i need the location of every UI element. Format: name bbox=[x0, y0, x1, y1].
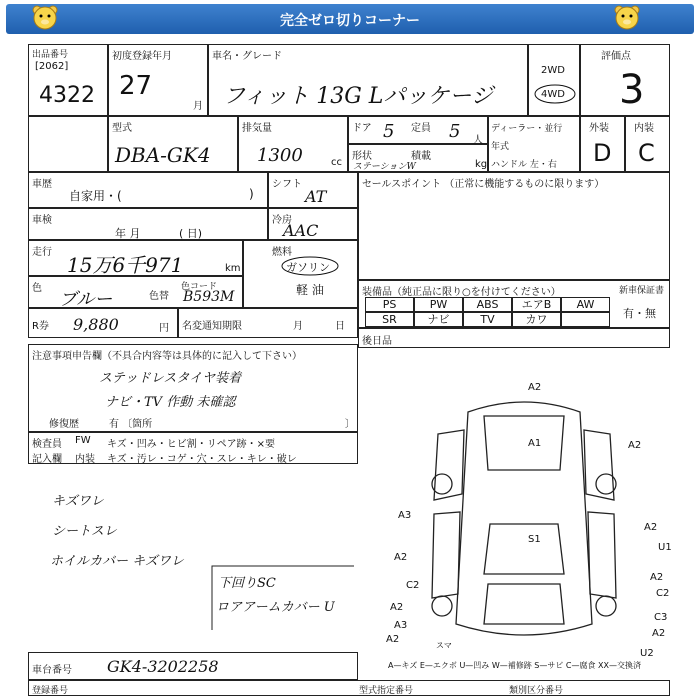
repair-value: 有 〔箇所 bbox=[109, 419, 153, 430]
cap-label: 定員 bbox=[411, 123, 431, 134]
drive-4wd: 4WD bbox=[541, 89, 565, 100]
notes-box bbox=[28, 344, 358, 432]
sales-point-label: セールスポイント （正常に機能するものに限ります） bbox=[362, 179, 605, 190]
ext-grade: D bbox=[593, 139, 612, 167]
use-value: 自家用・( bbox=[69, 189, 122, 203]
hand-note-3: ホイルカバー キズワレ bbox=[50, 554, 184, 569]
damage-mark: U1 bbox=[658, 542, 672, 553]
right-front-panel bbox=[584, 430, 614, 500]
cap-value: 5 bbox=[449, 121, 461, 142]
r-label: R券 bbox=[32, 321, 49, 332]
disp-label: 排気量 bbox=[242, 123, 272, 134]
hand-note-5: ロアアームカバー U bbox=[216, 600, 335, 615]
ext-label: 外装 bbox=[589, 123, 609, 134]
fuel-gasoline: ガソリン bbox=[286, 261, 330, 274]
type-label: 型式 bbox=[112, 123, 132, 134]
use-box bbox=[28, 172, 268, 208]
chassis-label: 車台番号 bbox=[32, 665, 72, 676]
notes-label: 注意事項申告欄（不具合内容等は具体的に記入して下さい） bbox=[32, 351, 302, 362]
inspector-box bbox=[28, 432, 358, 464]
equipment-item: SR bbox=[365, 312, 414, 327]
after-label: 後日品 bbox=[362, 336, 392, 347]
body-label: 形状 bbox=[352, 151, 372, 162]
warranty-value: 有・無 bbox=[623, 307, 656, 320]
person-unit: 人 bbox=[473, 135, 483, 146]
ext-box bbox=[580, 116, 625, 172]
year-label: 年式 bbox=[491, 142, 510, 152]
lot-number: 4322 bbox=[39, 83, 95, 108]
fuel-diesel: 軽 油 bbox=[296, 283, 324, 297]
equipment-box bbox=[358, 280, 670, 328]
ac-box bbox=[268, 208, 358, 240]
mileage-box bbox=[28, 240, 243, 276]
dealer-label: ディーラー・並行 bbox=[491, 124, 563, 134]
drive-box bbox=[528, 44, 580, 116]
shift-label: シフト bbox=[272, 179, 302, 190]
diagram-label: スマ bbox=[436, 641, 452, 650]
damage-mark: A2 bbox=[650, 572, 664, 583]
notes-line-1: ステッドレスタイヤ装着 bbox=[99, 371, 242, 386]
handle-label: ハンドル 左・右 bbox=[491, 160, 557, 170]
hood-outline bbox=[484, 416, 564, 470]
car-body-outline bbox=[456, 402, 592, 635]
diagram-legend: A—キズ E—エクボ U—凹み W—補修跡 S—サビ C—腐食 XX—交換済 bbox=[388, 661, 642, 670]
color-code: B593M bbox=[183, 289, 235, 305]
r-value: 9,880 bbox=[73, 315, 119, 334]
class-no-label: 類別区分番号 bbox=[509, 686, 564, 696]
hand-note-2: シートスレ bbox=[52, 524, 117, 539]
damage-mark: A2 bbox=[386, 634, 400, 645]
damage-mark: A3 bbox=[398, 510, 412, 521]
inspector-label: 検査員 bbox=[32, 439, 62, 450]
damage-mark: C2 bbox=[406, 580, 420, 591]
day-label: 日 bbox=[335, 321, 345, 332]
trunk-outline bbox=[484, 584, 564, 624]
equipment-item: ナビ bbox=[414, 312, 463, 327]
type-spec-label: 型式指定番号 bbox=[359, 686, 414, 696]
damage-mark: A2 bbox=[652, 628, 666, 639]
inspect-box bbox=[28, 208, 268, 240]
left-front-panel bbox=[434, 430, 464, 500]
hand-note-4: 下回りSC bbox=[218, 576, 276, 591]
paint-label: 色替 bbox=[149, 291, 169, 302]
color-code-label: 色コード bbox=[181, 282, 218, 292]
type-value: DBA-GK4 bbox=[115, 143, 211, 167]
wheel-rear-right bbox=[596, 596, 616, 616]
fuel-label: 燃料 bbox=[272, 247, 292, 258]
equipment-item: ABS bbox=[463, 297, 512, 312]
damage-mark: A2 bbox=[394, 552, 408, 563]
venue-label: 出品番号 bbox=[32, 50, 69, 60]
damage-mark: A1 bbox=[528, 438, 542, 449]
color-label: 色 bbox=[32, 283, 42, 294]
damage-mark: A2 bbox=[644, 522, 658, 533]
damage-mark: A3 bbox=[394, 620, 408, 631]
damage-mark: C2 bbox=[656, 588, 670, 599]
blank-box bbox=[28, 116, 108, 172]
chassis-box bbox=[28, 652, 358, 680]
doors-value: 5 bbox=[383, 121, 395, 142]
use-end: ) bbox=[249, 187, 254, 201]
month-label: 月 bbox=[293, 321, 303, 332]
body-box bbox=[348, 144, 488, 172]
equipment-item: エアB bbox=[512, 297, 561, 312]
notes-line-2: ナビ・TV 作動 未確認 bbox=[105, 395, 236, 410]
km-unit: km bbox=[225, 263, 241, 274]
name-change-label: 名変通知期限 bbox=[182, 321, 242, 332]
mileage-label: 走行 bbox=[32, 247, 52, 258]
month-unit: 月 bbox=[193, 101, 203, 112]
equipment-item bbox=[561, 312, 610, 327]
damage-mark: A2 bbox=[528, 382, 542, 393]
fw-label: FW bbox=[75, 435, 91, 446]
fw-text: キズ・凹み・ヒビ割・リペア跡・×要 bbox=[107, 439, 275, 450]
banner bbox=[6, 4, 694, 34]
int-box bbox=[625, 116, 670, 172]
kg-unit: kg bbox=[475, 159, 488, 170]
first-reg-box bbox=[108, 44, 208, 116]
use-label: 車歴 bbox=[32, 179, 52, 190]
score-box bbox=[580, 44, 670, 116]
score: 3 bbox=[619, 67, 645, 113]
first-reg-label: 初度登録年月 bbox=[112, 51, 172, 62]
model-grade: フィット 13G Lパッケージ bbox=[223, 84, 493, 109]
damage-mark: C3 bbox=[654, 612, 668, 623]
load-label: 積載 bbox=[411, 151, 431, 162]
frame-box bbox=[208, 564, 358, 634]
repair-end: 〕 bbox=[345, 419, 355, 430]
footer-box bbox=[28, 680, 670, 696]
roof-outline bbox=[484, 524, 564, 574]
name-change-box bbox=[178, 308, 358, 338]
inspect-value: 年 月 bbox=[115, 227, 141, 240]
equipment-grid bbox=[365, 297, 609, 327]
damage-mark: S1 bbox=[528, 534, 541, 545]
model-grade-label: 車名・グレード bbox=[212, 51, 282, 62]
body-value: ステーションW bbox=[353, 162, 416, 172]
equipment-item: PW bbox=[414, 297, 463, 312]
equipment-label: 装備品（純正品に限り○を付けてください） bbox=[362, 287, 561, 298]
damage-mark: U2 bbox=[640, 648, 654, 659]
doors-box bbox=[348, 116, 488, 144]
repair-label: 修復歴 bbox=[49, 419, 79, 430]
sales-point-box bbox=[358, 172, 670, 280]
equipment-item: AW bbox=[561, 297, 610, 312]
naiso-label: 内装 bbox=[75, 454, 95, 465]
mileage-value: 15万6千971 bbox=[67, 253, 184, 277]
yen-unit: 円 bbox=[159, 323, 169, 334]
auction-sheet bbox=[28, 44, 670, 696]
right-rear-panel bbox=[588, 512, 616, 598]
hand-note-1: キズワレ bbox=[52, 494, 104, 509]
shift-box bbox=[268, 172, 358, 208]
ac-value: AAC bbox=[283, 221, 319, 240]
color-box bbox=[28, 276, 243, 308]
inspect-label: 車検 bbox=[32, 215, 52, 226]
bear-mascot-icon bbox=[612, 4, 642, 30]
equipment-item: TV bbox=[463, 312, 512, 327]
lot-box bbox=[28, 44, 108, 116]
circle-mark bbox=[280, 255, 340, 277]
banner-title: 完全ゼロ切りコーナー bbox=[280, 13, 420, 29]
disp-box bbox=[238, 116, 348, 172]
inspect-paren: ( 日) bbox=[179, 227, 203, 240]
cc-unit: cc bbox=[331, 157, 342, 168]
circle-mark bbox=[533, 83, 577, 105]
type-box bbox=[108, 116, 238, 172]
equipment-item: PS bbox=[365, 297, 414, 312]
warranty-label: 新車保証書 bbox=[619, 286, 665, 296]
left-rear-panel bbox=[432, 512, 460, 598]
int-label: 内装 bbox=[634, 123, 654, 134]
damage-mark: A2 bbox=[628, 440, 642, 451]
shift-value: AT bbox=[305, 187, 327, 206]
model-box bbox=[208, 44, 528, 116]
color-value: ブルー bbox=[59, 289, 113, 310]
first-reg-year: 27 bbox=[119, 71, 153, 101]
int-grade: C bbox=[638, 139, 655, 167]
ac-label: 冷房 bbox=[272, 215, 292, 226]
chassis-number: GK4-3202258 bbox=[107, 657, 219, 676]
lot-code: [2062] bbox=[35, 61, 69, 72]
r-ticket-box bbox=[28, 308, 178, 338]
disp-value: 1300 bbox=[257, 145, 303, 166]
dealer-box bbox=[488, 116, 580, 172]
bear-mascot-icon bbox=[30, 4, 60, 30]
car-damage-diagram bbox=[378, 374, 670, 664]
doors-label: ドア bbox=[352, 123, 372, 134]
reg-label: 登録番号 bbox=[32, 686, 69, 696]
damage-marks bbox=[386, 382, 672, 659]
entry-label: 記入欄 bbox=[32, 454, 62, 465]
after-box bbox=[358, 328, 670, 348]
fuel-box bbox=[243, 240, 358, 308]
equipment-item: カワ bbox=[512, 312, 561, 327]
wheel-rear-left bbox=[432, 596, 452, 616]
drive-2wd: 2WD bbox=[541, 65, 565, 76]
score-label: 評価点 bbox=[601, 51, 631, 62]
damage-mark: A2 bbox=[390, 602, 404, 613]
naiso-text: キズ・汚レ・コゲ・穴・スレ・キレ・破レ bbox=[107, 454, 297, 465]
